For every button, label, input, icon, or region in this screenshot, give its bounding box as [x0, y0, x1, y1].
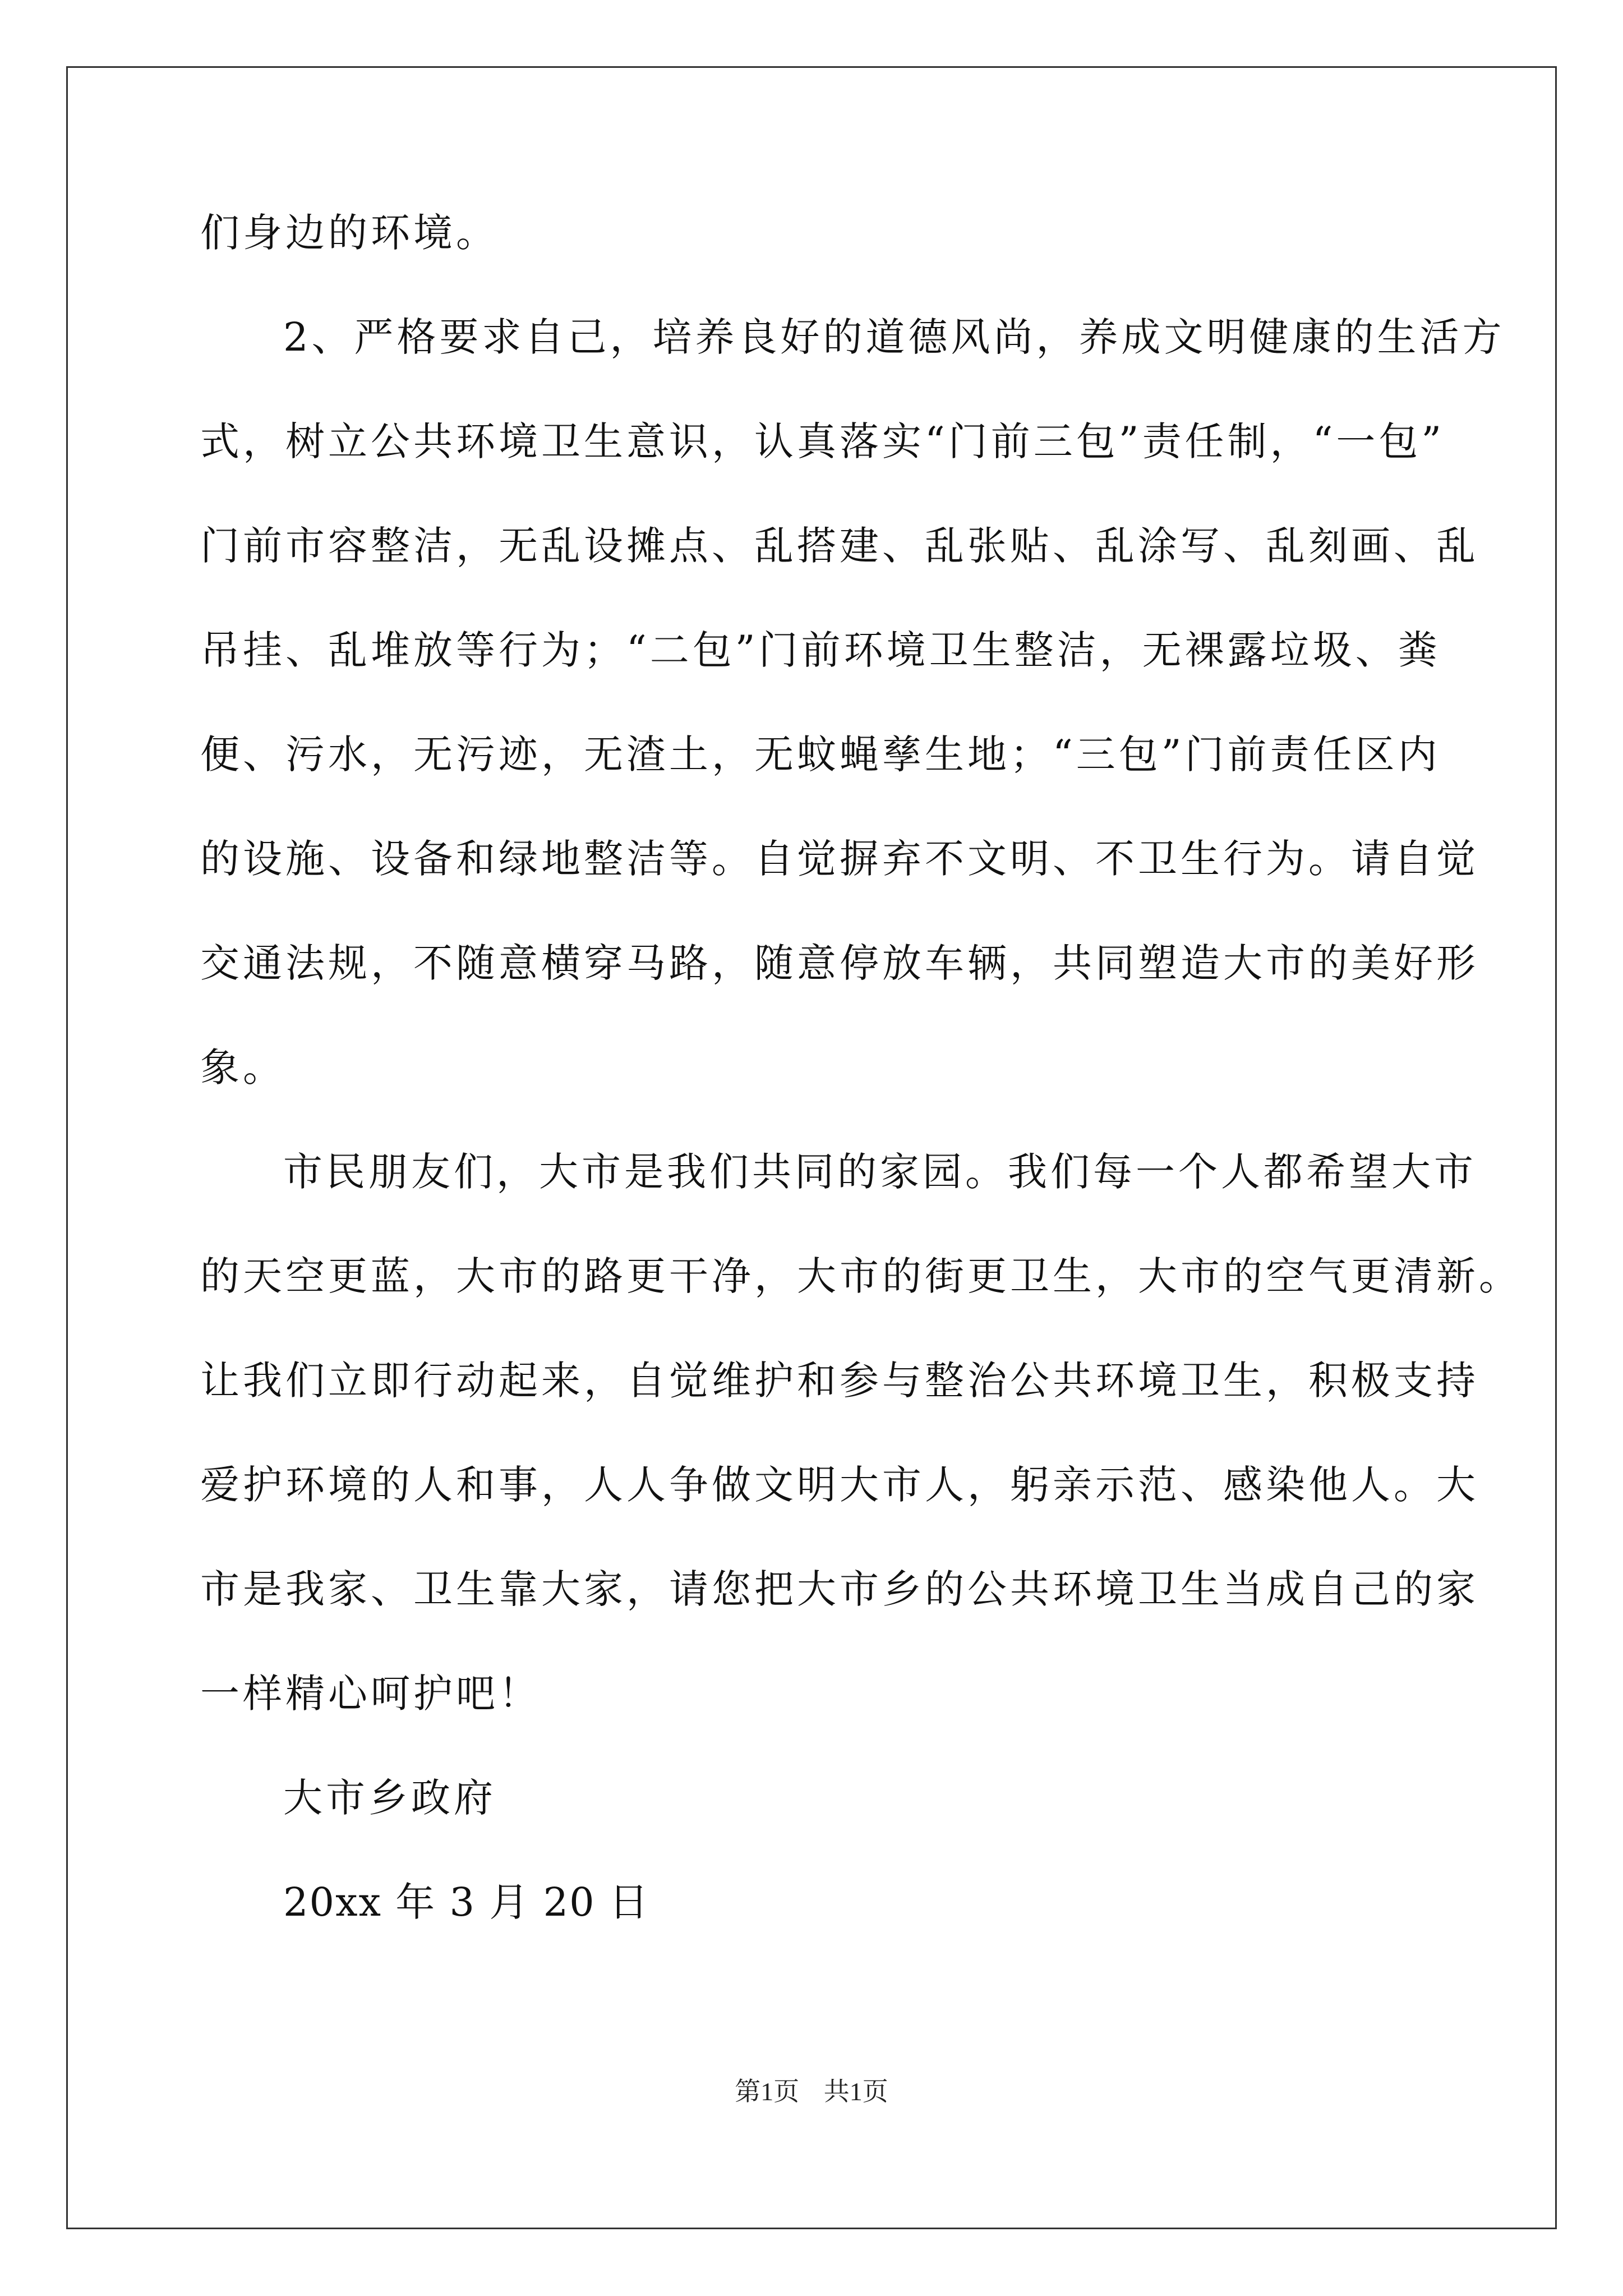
body-line: 爱护环境的人和事，人人争做文明大市人，躬亲示范、感染他人。大 [200, 1462, 1479, 1508]
paragraph-3-start: 市民朋友们，大市是我们共同的家园。我们每一个人都希望大市 [283, 1149, 1477, 1195]
body-line: 象。 [200, 1045, 285, 1091]
body-line: 便、污水，无污迹，无渣土，无蚊蝇孳生地；“三包”门前责任区内 [200, 731, 1441, 777]
body-line: 吊挂、乱堆放等行为；“二包”门前环境卫生整洁，无裸露垃圾、粪 [200, 627, 1441, 673]
page-number-total: 共1页 [823, 2077, 888, 2106]
page-number-current: 第1页 [735, 2077, 800, 2106]
body-line: 市是我家、卫生靠大家，请您把大市乡的公共环境卫生当成自己的家 [200, 1566, 1479, 1612]
body-line: 的天空更蓝，大市的路更干净，大市的街更卫生，大市的空气更清新。 [200, 1253, 1521, 1299]
body-line: 的设施、设备和绿地整洁等。自觉摒弃不文明、不卫生行为。请自觉 [200, 836, 1479, 882]
signature-organization: 大市乡政府 [283, 1775, 496, 1821]
body-line: 式，树立公共环境卫生意识，认真落实“门前三包”责任制，“一包” [200, 418, 1445, 464]
body-line: 们身边的环境。 [200, 210, 499, 256]
body-line: 门前市容整洁，无乱设摊点、乱搭建、乱张贴、乱涂写、乱刻画、乱 [200, 523, 1479, 569]
body-line: 一样精心呵护吧！ [200, 1671, 541, 1717]
body-line: 让我们立即行动起来，自觉维护和参与整治公共环境卫生，积极支持 [200, 1358, 1479, 1404]
paragraph-2-start: 2、严格要求自己，培养良好的道德风尚，养成文明健康的生活方 [283, 314, 1505, 360]
signature-date: 20xx 年 3 月 20 日 [283, 1879, 649, 1925]
page-footer [0, 2079, 1623, 2105]
body-line: 交通法规，不随意横穿马路，随意停放车辆，共同塑造大市的美好形 [200, 940, 1479, 986]
